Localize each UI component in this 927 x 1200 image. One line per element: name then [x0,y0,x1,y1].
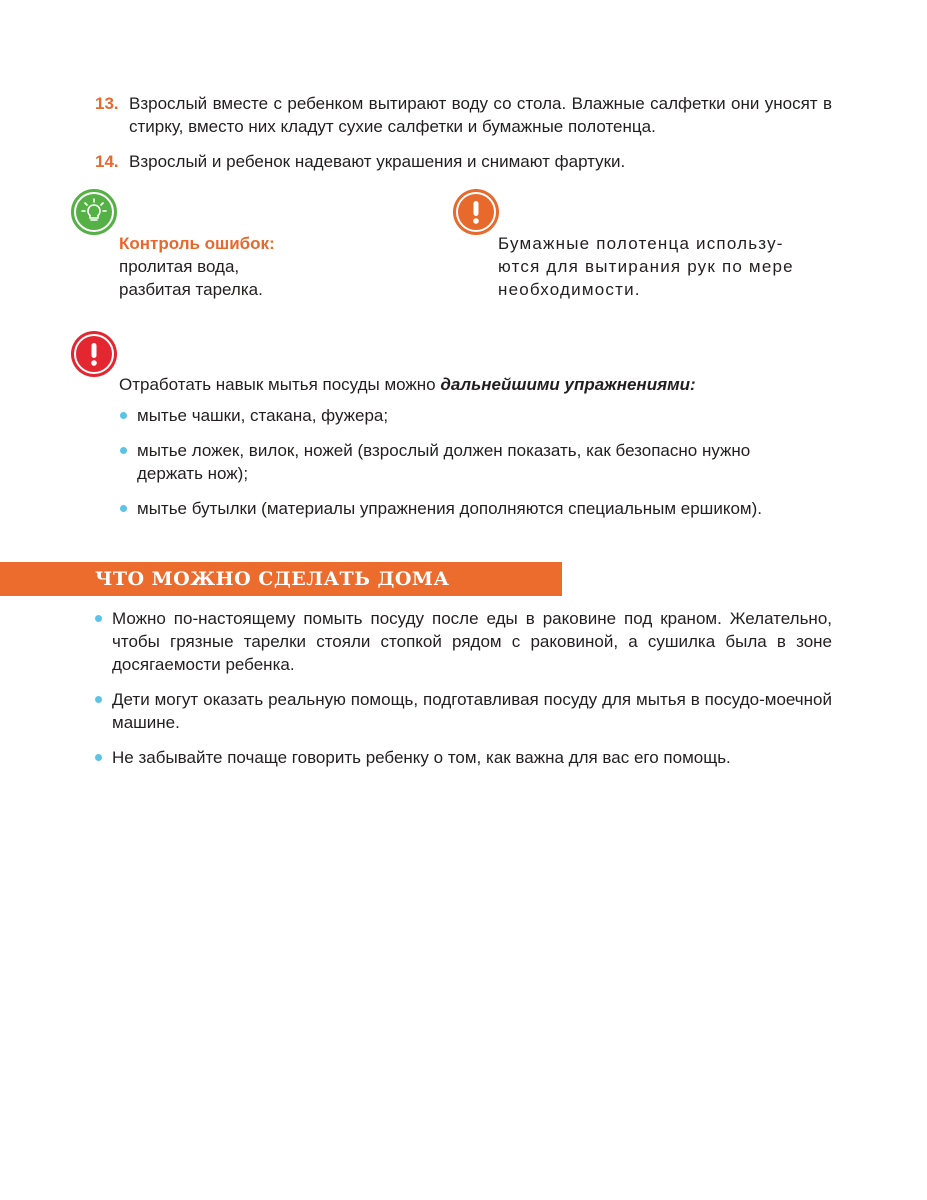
list-item-text: Дети могут оказать реальную помощь, подготавливая посуду для мытья в посудо-моечной машине. [112,690,832,732]
step-number: 13. [95,94,119,113]
control-line-1: пролитая вода, [119,257,240,276]
list-item-text: Не забывайте почаще говорить ребенку о том, как важна для вас его помощь. [112,748,731,767]
control-title: Контроль ошибок: [119,234,275,253]
step-text: Взрослый и ребенок надевают украшения и снимают фартуки. [129,152,626,171]
bullet-icon [95,696,102,703]
bullet-icon [120,505,127,512]
note-line-3: необходимости. [498,280,641,299]
list-item-text: мытье ложек, вилок, ножей (взрослый должен показать, как безопасно нужно держать нож); [137,441,751,483]
bullet-icon [95,615,102,622]
list-item-text: мытье бутылки (материалы упражнения дополняются специальным ершиком). [137,499,762,518]
step-14 [95,150,832,173]
exercise-intro-emphasis: дальнейшими упражнениями: [440,375,696,394]
bullet-icon [95,754,102,761]
lightbulb-icon [74,192,114,232]
bullet-icon [120,412,127,419]
control-line-2: разбитая тарелка. [119,280,263,299]
list-item [120,497,820,520]
exercise-intro-text: Отработать навык мытья посуды можно [119,375,436,394]
step-13 [95,92,832,138]
paper-towels-note [498,232,794,301]
step-number: 14. [95,152,119,171]
exclamation-icon [456,192,496,232]
step-text: Взрослый вместе с ребенком вытирают воду со стола. Влажные салфетки они уносят в стирку, вместо них кладут сухие салфетки и бумажные полотенца. [129,94,832,136]
bullet-icon [120,447,127,454]
lightbulb-badge [71,189,117,235]
exclamation-badge-red [71,331,117,377]
list-item [95,607,832,676]
list-item-text: мытье чашки, стакана, фужера; [137,406,389,425]
exclamation-badge-orange [453,189,499,235]
list-item [120,404,820,427]
list-item [95,688,832,734]
list-item [120,439,820,485]
note-line-1: Бумажные полотенца использу- [498,234,784,253]
list-item [95,746,832,769]
section-heading: ЧТО МОЖНО СДЕЛАТЬ ДОМА [0,562,562,596]
note-line-2: ются для вытирания рук по мере [498,257,794,276]
exercise-intro [119,373,819,396]
list-item-text: Можно по-настоящему помыть посуду после еды в раковине под краном. Желательно, чтобы грязные тарелки стояли стопкой рядом с раковиной, а сушилка была в зоне досягаемости ребенка. [112,609,832,674]
exclamation-icon [74,334,114,374]
control-errors-block [119,232,275,301]
